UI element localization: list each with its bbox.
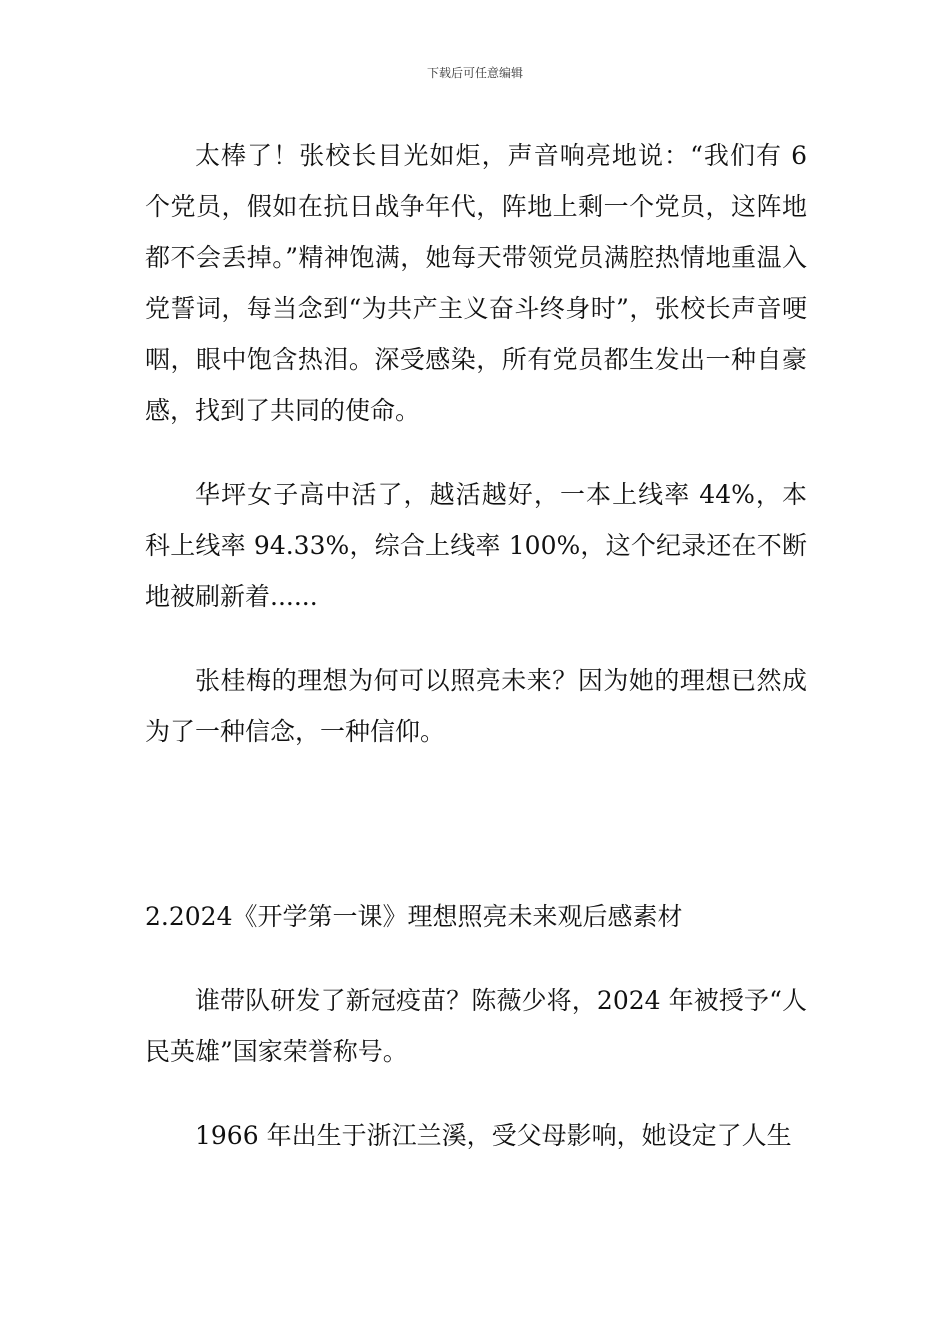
paragraph-school-results: 华坪女子高中活了，越活越好，一本上线率 44%，本科上线率 94.33%，综合上线率 100%，这个纪录还在不断地被刷新着...... — [145, 480, 807, 611]
paragraph-principal-speech: 太棒了！张校长目光如炬，声音响亮地说：“我们有 6 个党员，假如在抗日战争年代，阵地上剩一个党员，这阵地都不会丢掉。”精神饱满，她每天带领党员满腔热情地重温入党誓词，每当念到“为共产主义奋斗终身时”，张校长声音哽咽，眼中饱含热泪。深受感染，所有党员都生发出一种自豪感，找到了共同的使命。 — [145, 141, 807, 425]
paragraph-chen-wei-intro: 谁带队研发了新冠疫苗？陈薇少将，2024 年被授予“人民英雄”国家荣誉称号。 — [145, 986, 807, 1066]
document-body — [145, 130, 807, 1161]
page-header: 下载后可任意编辑 — [426, 66, 523, 80]
section-heading: 2.2024《开学第一课》理想照亮未来观后感素材 — [145, 902, 683, 931]
paragraph-ideal-belief: 张桂梅的理想为何可以照亮未来？因为她的理想已然成为了一种信念，一种信仰。 — [145, 666, 807, 746]
paragraph-chen-wei-birth: 1966 年出生于浙江兰溪，受父母影响，她设定了人生 — [195, 1121, 792, 1150]
